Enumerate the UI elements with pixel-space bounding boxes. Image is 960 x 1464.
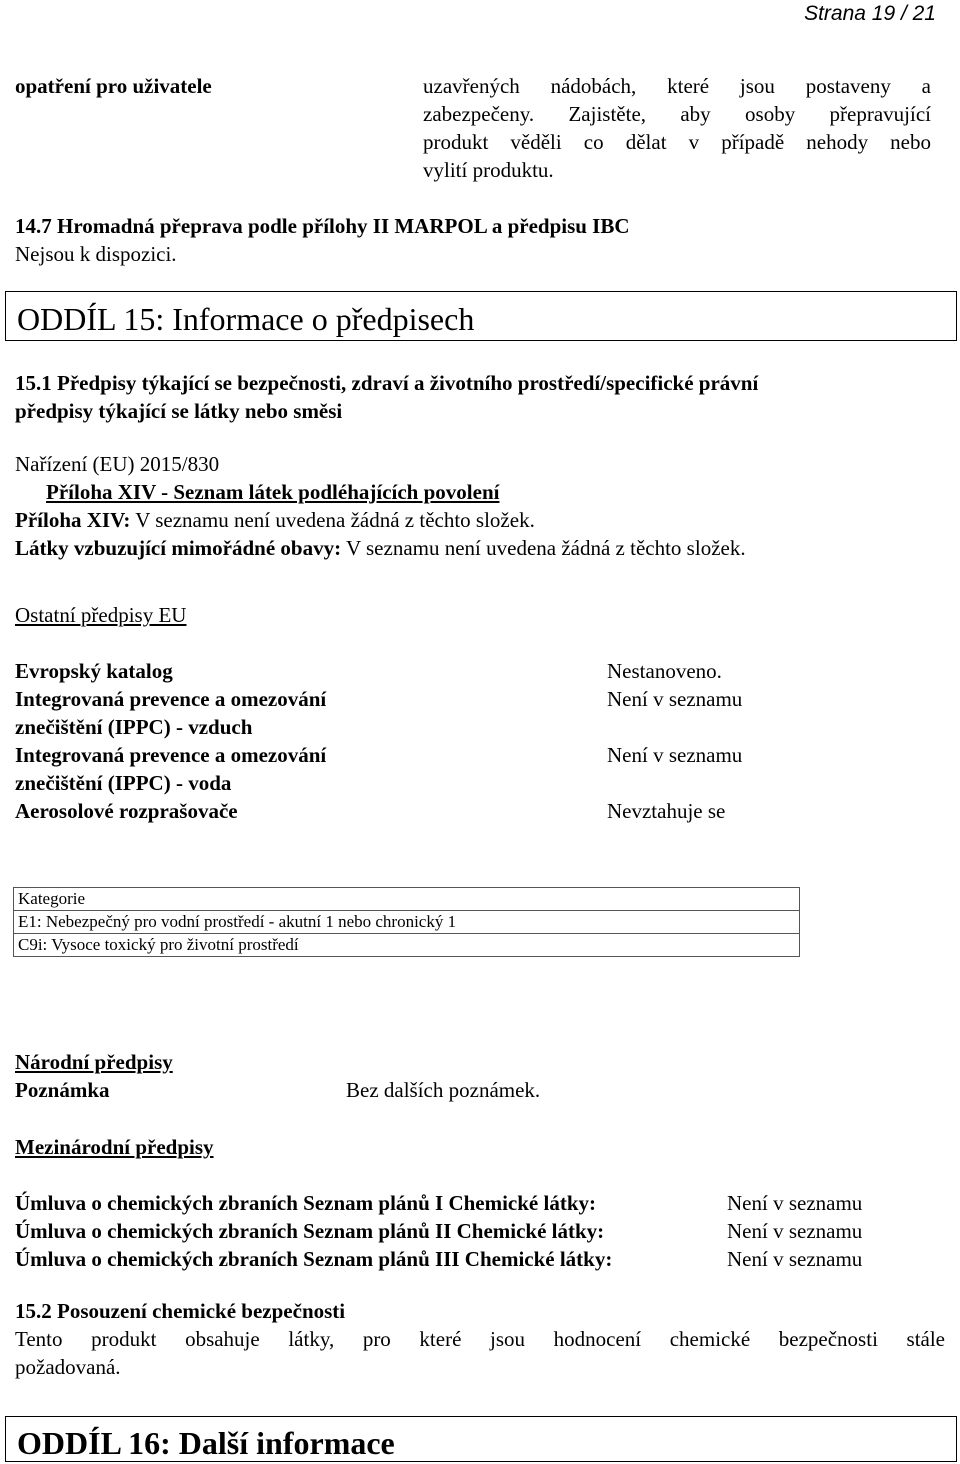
subsection-15-1-heading-line2: předpisy týkající se látky nebo směsi [15, 399, 343, 423]
table-row [14, 934, 800, 957]
cwc-value: Není v seznamu [727, 1219, 863, 1243]
bulk-transport-value: Nejsou k dispozici. [15, 242, 177, 266]
cwc-value: Není v seznamu [727, 1247, 863, 1271]
regulation-reference: Nařízení (EU) 2015/830 [15, 452, 220, 476]
bulk-transport-heading: 14.7 Hromadná přeprava podle přílohy II MARPOL a předpisu IBC [15, 214, 630, 238]
cwc-label: Úmluva o chemických zbraních Seznam plánů III Chemické látky: [15, 1247, 613, 1271]
other-eu-heading: Ostatní předpisy EU [15, 603, 187, 627]
user-precautions-line: uzavřených nádobách, které jsou postaveny a [423, 74, 931, 98]
cwc-label: Úmluva o chemických zbraních Seznam plánů II Chemické látky: [15, 1219, 605, 1243]
ippc-air-value: Není v seznamu [607, 687, 743, 711]
csa-text-line2: požadovaná. [15, 1355, 121, 1379]
user-precautions-line: zabezpečeny. Zajistěte, aby osoby přepravující [423, 102, 931, 126]
svhc-label: Látky vzbuzující mimořádné obavy: [15, 536, 342, 560]
cwc-row [15, 1245, 915, 1273]
subsection-15-1-heading-line1: 15.1 Předpisy týkající se bezpečnosti, zdraví a životního prostředí/specifické právní [15, 371, 759, 395]
cwc-label: Úmluva o chemických zbraních Seznam plánů I Chemické látky: [15, 1191, 597, 1215]
category-header: Kategorie [14, 888, 800, 911]
table-row [14, 911, 800, 934]
european-catalog-value: Nestanoveno. [607, 659, 722, 683]
ippc-water-value: Není v seznamu [607, 743, 743, 767]
user-precautions-line: vylití produktu. [423, 158, 554, 182]
national-regulations-heading: Národní předpisy [15, 1050, 173, 1074]
category-cell: E1: Nebezpečný pro vodní prostředí - akutní 1 nebo chronický 1 [14, 911, 800, 934]
european-catalog-label: Evropský katalog [15, 659, 173, 683]
user-precautions-line: produkt věděli co dělat v případě nehody nebo [423, 130, 931, 154]
section-16-heading [5, 1416, 957, 1462]
note-value: Bez dalších poznámek. [346, 1078, 541, 1102]
svhc-row [15, 534, 746, 562]
international-regulations-heading: Mezinárodní předpisy [15, 1135, 214, 1159]
ippc-air-label-line1: Integrovaná prevence a omezování [15, 687, 327, 711]
user-precautions-text [423, 72, 931, 184]
section-15-heading [5, 291, 957, 341]
annex-xiv-value: V seznamu není uvedena žádná z těchto složek. [135, 508, 535, 532]
annex-xiv-row [15, 506, 535, 534]
ippc-water-label-line2: znečištění (IPPC) - voda [15, 771, 232, 795]
ippc-air-label-line2: znečištění (IPPC) - vzduch [15, 715, 253, 739]
aerosol-value: Nevztahuje se [607, 799, 726, 823]
annex-xiv-title: Příloha XIV - Seznam látek podléhajících povolení [46, 480, 500, 504]
annex-xiv-label: Příloha XIV: [15, 508, 131, 532]
category-cell: C9i: Vysoce toxický pro životní prostředí [14, 934, 800, 957]
note-label: Poznámka [15, 1078, 110, 1102]
user-precautions-label: opatření pro uživatele [15, 74, 212, 98]
section-15-title: ODDÍL 15: Informace o předpisech [17, 301, 475, 337]
csa-text-line1: Tento produkt obsahuje látky, pro které jsou hodnocení chemické bezpečnosti stále [15, 1327, 945, 1351]
cwc-value: Není v seznamu [727, 1191, 863, 1215]
category-table [13, 887, 800, 957]
aerosol-label: Aerosolové rozprašovače [15, 799, 238, 823]
svhc-value: V seznamu není uvedena žádná z těchto složek. [345, 536, 746, 560]
cwc-row [15, 1217, 915, 1245]
subsection-15-2-heading: 15.2 Posouzení chemické bezpečnosti [15, 1299, 346, 1323]
section-16-title: ODDÍL 16: Další informace [17, 1425, 395, 1461]
table-row [14, 888, 800, 911]
cwc-row [15, 1189, 915, 1217]
page-number: Strana 19 / 21 [804, 2, 936, 25]
ippc-water-label-line1: Integrovaná prevence a omezování [15, 743, 327, 767]
